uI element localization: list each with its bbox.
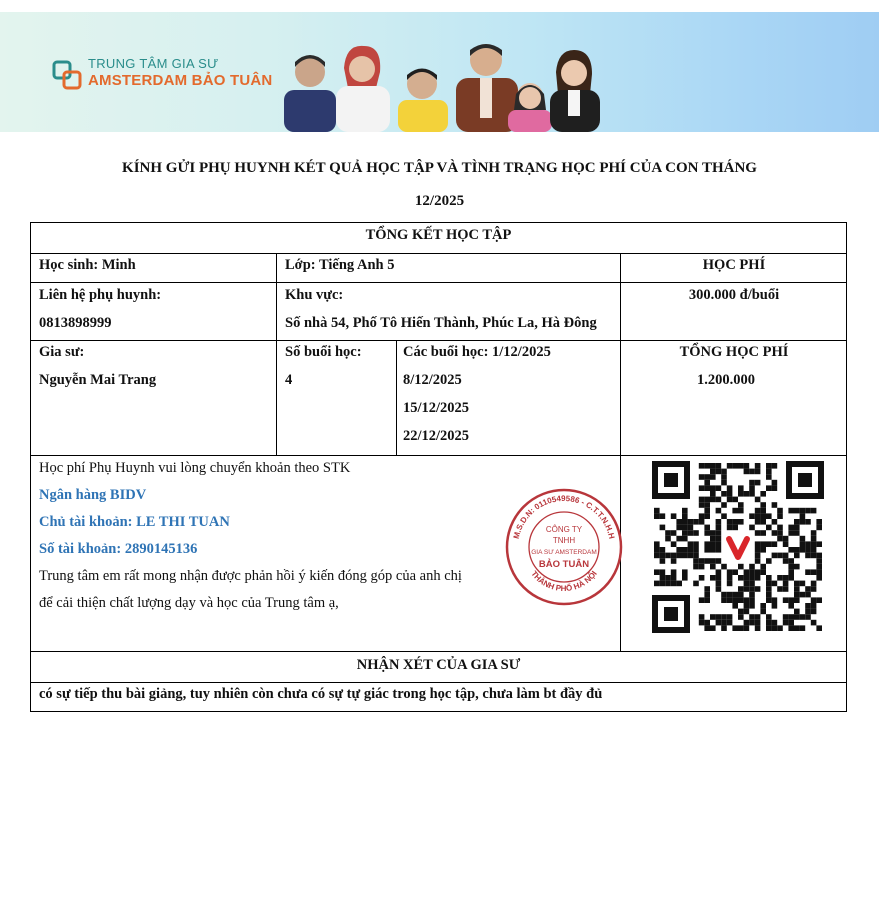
stamp-line-4: BẢO TUÂN bbox=[538, 559, 590, 570]
table-border-bottom bbox=[30, 711, 847, 712]
report-title-line-1: KÍNH GỬI PHỤ HUYNH KÉT QUẢ HỌC TẬP VÀ TÌNH TRẠNG HỌC PHÍ CỦA CON THÁNG bbox=[122, 160, 757, 176]
payment-qr-code bbox=[652, 461, 824, 633]
center-logo-text bbox=[88, 56, 272, 89]
stamp-line-2: TNHH bbox=[552, 536, 576, 545]
sessions-count: 4 bbox=[285, 372, 293, 388]
session-date: 8/12/2025 bbox=[403, 372, 462, 388]
center-logo-icon bbox=[52, 60, 82, 90]
stamp-line-1: CÔNG TY bbox=[545, 525, 583, 534]
table-line bbox=[276, 253, 277, 455]
area-label: Khu vực: bbox=[285, 287, 344, 303]
stamp-bottom-text: THÀNH PHỐ HÀ NỘI bbox=[529, 569, 599, 594]
session-dates-label: Các buổi học: 1/12/2025 bbox=[403, 344, 551, 360]
class-name: Lớp: Tiếng Anh 5 bbox=[285, 257, 395, 273]
bank-name: Ngân hàng BIDV bbox=[39, 487, 147, 503]
feedback-line-2: để cải thiện chất lượng dạy và học của Trung tâm ạ, bbox=[39, 595, 339, 611]
account-number: Số tài khoản: 2890145136 bbox=[39, 541, 198, 557]
fee-value: 300.000 đ/buổi bbox=[688, 287, 780, 303]
table-line bbox=[30, 651, 847, 652]
total-fee-label: TỔNG HỌC PHÍ bbox=[679, 344, 789, 360]
parent-contact-value: 0813898999 bbox=[39, 315, 112, 331]
tutor-comment: có sự tiếp thu bài giảng, tuy nhiên còn chưa có sự tự giác trong học tập, chưa làm bt đầy đủ bbox=[39, 686, 603, 702]
table-line bbox=[30, 455, 847, 456]
student-name: Học sinh: Minh bbox=[39, 257, 136, 273]
session-date: 22/12/2025 bbox=[403, 428, 470, 444]
logo-line-1: TRUNG TÂM GIA SƯ bbox=[88, 56, 219, 71]
payment-note: Học phí Phụ Huynh vui lòng chuyển khoản theo STK bbox=[39, 460, 351, 476]
feedback-line-1: Trung tâm em rất mong nhận được phản hồi ý kiến đóng góp của anh chị bbox=[39, 568, 462, 584]
report-title-line-2: 12/2025 bbox=[414, 193, 465, 209]
tutor-label: Gia sư: bbox=[39, 344, 85, 360]
section-title: TỔNG KẾT HỌC TẬP bbox=[365, 227, 512, 243]
area-value: Số nhà 54, Phố Tô Hiến Thành, Phúc La, Hà Đông bbox=[285, 315, 597, 331]
tutor-name: Nguyễn Mai Trang bbox=[39, 372, 157, 388]
tutor-comment-header: NHẬN XÉT CỦA GIA SƯ bbox=[356, 657, 521, 673]
table-line bbox=[30, 253, 847, 254]
header-banner bbox=[0, 12, 879, 132]
table-line bbox=[30, 340, 847, 341]
stamp-ring-text: M.S.D.N: 0110549586 - C.T.T.N.H.H bbox=[511, 493, 617, 540]
table-border-left bbox=[30, 222, 31, 712]
company-stamp bbox=[504, 487, 624, 607]
fee-header: HỌC PHÍ bbox=[702, 257, 766, 273]
table-border-top bbox=[30, 222, 847, 223]
table-line bbox=[30, 282, 847, 283]
sessions-label: Số buổi học: bbox=[285, 344, 362, 360]
session-date: 15/12/2025 bbox=[403, 400, 470, 416]
stamp-line-3: GIA SƯ AMSTERDAM bbox=[531, 549, 597, 556]
banner-people-photo bbox=[268, 32, 608, 132]
table-line bbox=[396, 340, 397, 455]
total-fee-value: 1.200.000 bbox=[697, 372, 755, 388]
parent-contact-label: Liên hệ phụ huynh: bbox=[39, 287, 162, 303]
table-line bbox=[30, 682, 847, 683]
logo-line-2: AMSTERDAM BẢO TUÂN bbox=[88, 72, 273, 89]
account-owner: Chủ tài khoản: LE THI TUAN bbox=[39, 514, 230, 530]
